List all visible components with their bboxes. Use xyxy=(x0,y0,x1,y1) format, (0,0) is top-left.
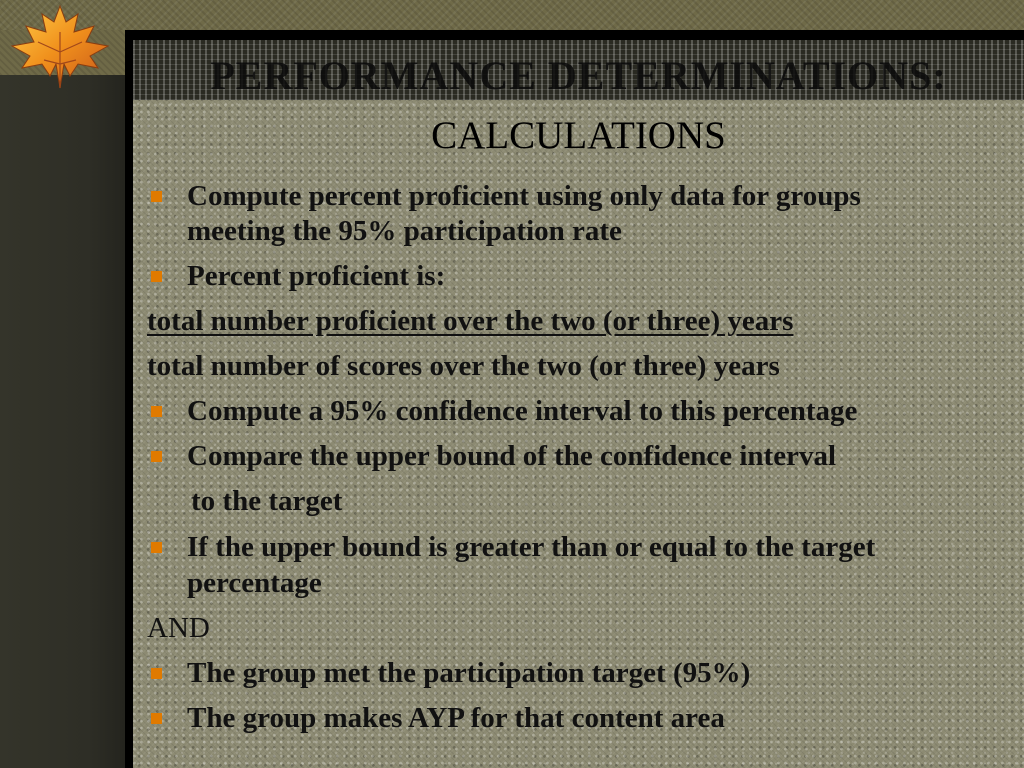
square-bullet-icon xyxy=(151,191,162,202)
bullet-line: Compute a 95% confidence interval to this percentage xyxy=(187,395,858,427)
and-label: AND xyxy=(147,612,210,644)
square-bullet-icon xyxy=(151,668,162,679)
slide-title-line2: CALCULATIONS xyxy=(431,114,726,157)
slide xyxy=(133,40,1024,768)
slide-title-line1: PERFORMANCE DETERMINATIONS: xyxy=(210,53,947,98)
bullet-line-continued: meeting the 95% participation rate xyxy=(187,215,622,247)
fraction-denominator: total number of scores over the two (or three) years xyxy=(147,350,780,382)
square-bullet-icon xyxy=(151,542,162,553)
bullet-line: Compute percent proficient using only data for groups xyxy=(187,180,861,212)
bullet-line: Compare the upper bound of the confidence interval xyxy=(187,440,837,472)
square-bullet-icon xyxy=(151,451,162,462)
top-border xyxy=(0,0,1024,30)
fraction-numerator: total number proficient over the two (or three) years xyxy=(147,305,794,337)
maple-leaf-icon xyxy=(4,2,116,90)
bullet-line: Percent proficient is: xyxy=(187,260,446,292)
square-bullet-icon xyxy=(151,713,162,724)
bullet-line: If the upper bound is greater than or equal to the target xyxy=(187,531,876,563)
bullet-line: The group makes AYP for that content area xyxy=(187,702,725,734)
bullet-line-continued: percentage xyxy=(187,567,322,599)
square-bullet-icon xyxy=(151,406,162,417)
bullet-line-continued: to the target xyxy=(191,485,343,517)
square-bullet-icon xyxy=(151,271,162,282)
bullet-line: The group met the participation target (95%) xyxy=(187,657,751,689)
left-border xyxy=(0,30,125,768)
